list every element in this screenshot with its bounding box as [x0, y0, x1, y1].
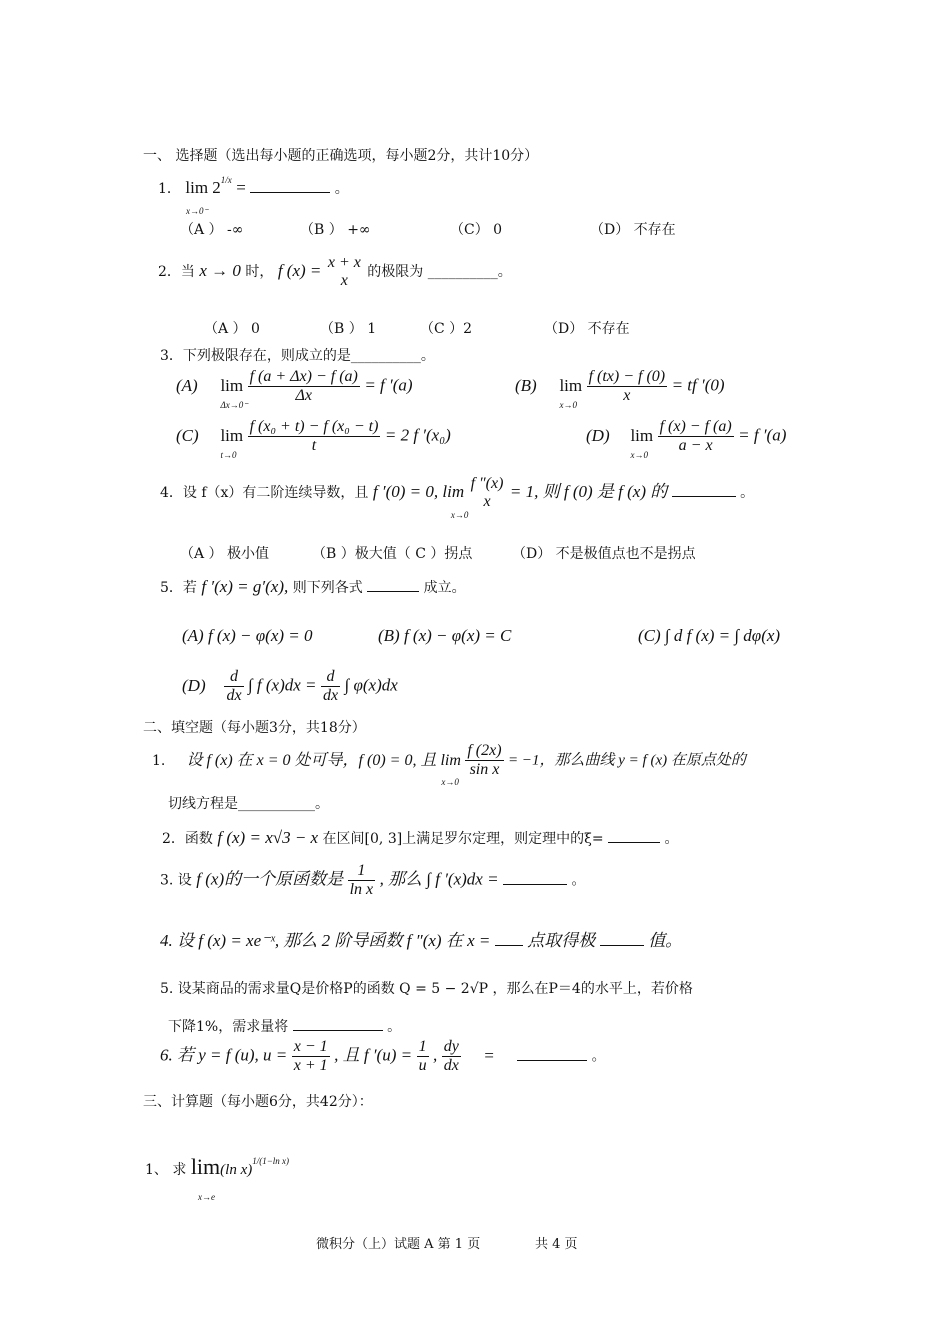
option-a: （A ） 极小值 [180, 546, 270, 562]
exponent: 1/x [220, 175, 232, 186]
q5-option-a: (A) f (x) − φ(x) = 0 [182, 626, 313, 645]
question-1-1 [158, 175, 349, 198]
answer-blank[interactable] [503, 884, 567, 885]
fraction: x + x x [327, 254, 361, 289]
question-2-4: 4. 设 f (x) = xe⁻ˣ, 那么 2 阶导函数 f ″(x) 在 x = 点取得极 值。 [160, 931, 683, 950]
answer-blank[interactable] [672, 496, 736, 497]
answer-blank[interactable] [250, 192, 330, 193]
answer-blank[interactable] [367, 591, 419, 592]
function: f (x) = [277, 261, 322, 280]
question-2-5-line2: 下降1%，需求量将 。 [168, 1019, 402, 1035]
question-prefix: 2．当 [158, 264, 195, 280]
question-1-2 [158, 254, 512, 290]
question-1-5: 5．若 f ′(x) = g′(x), 则下列各式 成立。 [160, 577, 466, 596]
answer-blank-2[interactable] [600, 945, 644, 946]
question-2-2: 2．函数 f (x) = x√3 − x 在区间[0, 3]上满足罗尔定理，则定理中的ξ= 。 [162, 828, 679, 847]
page-footer: 微积分（上）试题 A 第 1 页 [316, 1237, 481, 1252]
question-2-5: 5. 设某商品的需求量Q是价格P的函数 Q = 5 − 2√P ，那么在P＝4的水平上，若价格 [160, 981, 693, 997]
answer-blank[interactable] [608, 842, 660, 843]
q3-option-c: (C) lim t→0 $\frac{\text{f (x₀ + t) − f (x₀ − t)}}{t}$ = 2 f ′(x₀) [176, 418, 451, 460]
option-a: （A ） 0 [204, 321, 260, 337]
option-b: （B ） +∞ [300, 222, 371, 238]
option-b: （B ） 1 [320, 321, 377, 337]
option-c: （C） 0 [450, 222, 503, 238]
period: 。 [334, 181, 349, 197]
limit-expression: lim 2 [185, 178, 221, 197]
answer-blank[interactable] [293, 1030, 383, 1031]
question-2-1-line2: 切线方程是___________。 [168, 796, 329, 812]
question-1-4: 4．设 f（x）有二阶连续导数，且 f ′(0) = 0, lim x→0 f ″(x) x = 1, 则 f (0) 是 f (x) 的 。 [160, 475, 755, 520]
section-3-title: 三、计算题（每小题6分，共42分）： [143, 1094, 373, 1110]
option-c: （C ）2 [420, 321, 473, 337]
answer-blank[interactable] [517, 1060, 587, 1061]
question-2-6: 6. 若 y = f (u), u = $\frac{x - 1}{x + 1}$ , 且 f ′(u) = $\frac{1}{u}$ , $\frac{dy}{dx}$ = 。 [160, 1038, 606, 1074]
q5-option-b: (B) f (x) − φ(x) = C [378, 626, 512, 645]
section-1-title: 一、 选择题（选出每小题的正确选项，每小题2分，共计10分） [143, 148, 539, 164]
question-3-1: 1、 求 lim(ln x)$^{1/(1-ln x)}$ [145, 1154, 290, 1179]
question-tail: 的极限为 __________。 [367, 264, 512, 280]
page-total: 共 4 页 [535, 1237, 578, 1252]
q3-option-a: (A) lim Δx→0⁻ $\frac{f (a + \Delta x) - f (a)}{\Delta x}$ = f ′(a) [176, 368, 413, 410]
question-2-3: 3. 设 f (x)的一个原函数是 $\frac{1}{\text{ln x}}$ , 那么 ∫ f ′(x)dx = 。 [160, 862, 586, 898]
q3-option-b: (B) lim x→0 $\frac{f (tx) - f (0)}{x}$ = tf ′(0) [515, 368, 725, 410]
question-number: 1． [158, 181, 181, 197]
q5-option-c: (C) ∫ d f (x) = ∫ dφ(x) [638, 626, 781, 645]
option-b: （B ）极大值（ C ）拐点 [312, 546, 473, 562]
section-2-title: 二、填空题（每小题3分，共18分） [143, 720, 366, 736]
limit-subscript: x→e [198, 1192, 215, 1202]
question-2-1: 1. 设 f (x) 在 x = 0 处可导，f (0) = 0, 且 lim x→0 $\frac{f (2x)}{\text{sin x}}$ = −1，那么曲线 y = f (x) 在原点处的 [152, 742, 746, 787]
option-d: （D） 不存在 [590, 222, 676, 238]
question-1-3-stem: 3．下列极限存在，则成立的是__________。 [160, 348, 435, 364]
equals: = [236, 178, 246, 197]
condition: x → 0 [199, 261, 241, 280]
option-d: （D） 不存在 [544, 321, 630, 337]
q3-option-d: (D) lim x→0 $\frac{f (x) - f (a)}{a - x}$ = f ′(a) [586, 418, 787, 460]
answer-blank-1[interactable] [495, 945, 523, 946]
limit-subscript: x→0⁻ [186, 206, 209, 216]
option-d: （D） 不是极值点也不是拐点 [512, 546, 696, 562]
when-text: 时， [245, 264, 274, 280]
q5-option-d: (D) $\frac{d}{dx}$ ∫ f (x)dx = $\frac{d}{dx}$ ∫ φ(x)dx [182, 668, 398, 704]
option-a: （A ） -∞ [180, 222, 244, 238]
